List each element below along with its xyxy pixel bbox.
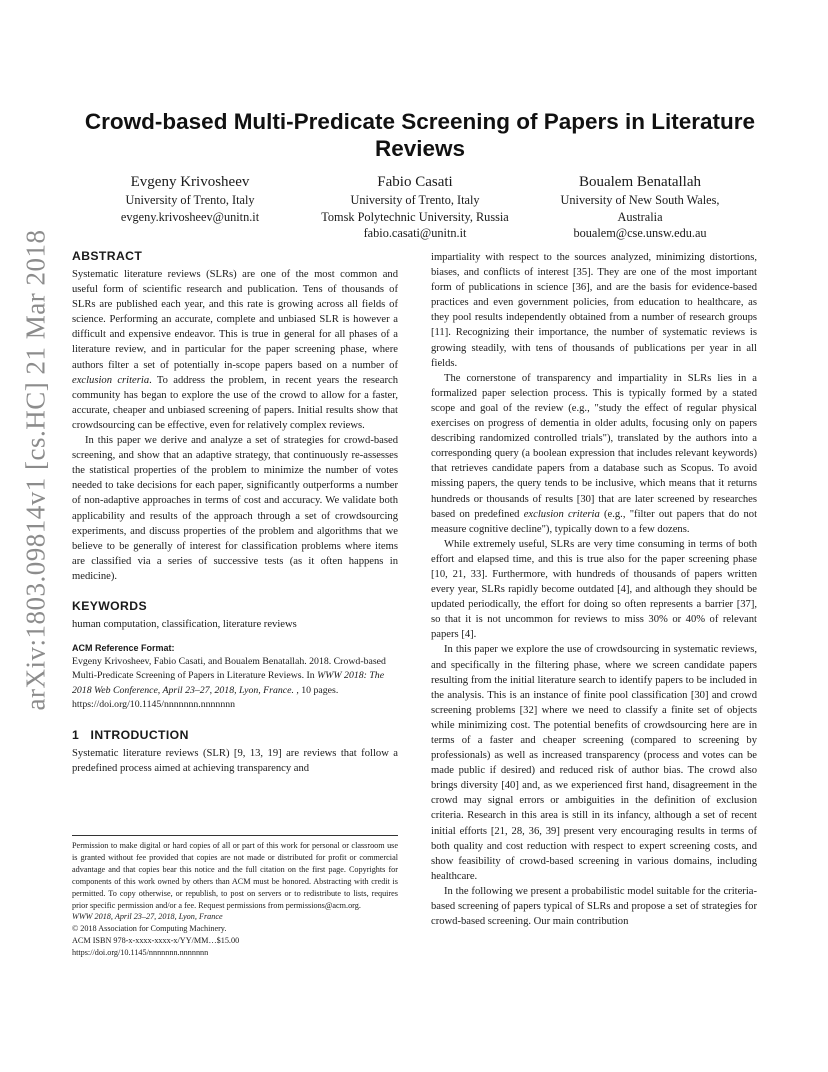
author-3: [540, 172, 740, 242]
author-email: boualem@cse.unsw.edu.au: [573, 226, 707, 240]
paper-title: Crowd-based Multi-Predicate Screening of Papers in Literature Reviews: [84, 109, 756, 161]
author-affiliation: Tomsk Polytechnic University, Russia: [321, 209, 509, 224]
author-affiliation: University of Trento, Italy: [125, 193, 255, 207]
author-name: Evgeny Krivosheev: [130, 174, 250, 190]
body-paragraph: impartiality with respect to the sources analyzed, minimizing distortions, biases, and conflicts of interest [35]. They are one of the most important form of publications in science [36], and are the basis for evidence-based practices and even government policies, from education to healthcare, as they pool results independently obtained from a number of research groups [11]. Recognizing their importance, the number of systematic reviews is growing steadily, with tens of thousands of publications per year in all fields.: [431, 252, 757, 369]
author-affiliation: University of Trento, Italy: [350, 193, 480, 207]
author-2: [306, 172, 524, 242]
abstract-paragraph: In this paper we derive and analyze a set of strategies for crowd-based screening, and show that an adaptive strategy, that continuously re-assesses the statistical properties of the problem to minimize the number of votes needed to take decisions for each paper, significantly outperforms a number of non-adaptive approaches in terms of cost and accuracy. We validate both applicability and results of the approach through a set of crowdsourcing experiments, and discuss properties of the problem and algorithms that we believe to be generally of interest for classification problems where items are classified via a series of successive tests (as it often happens in medicine).: [72, 435, 398, 582]
author-name: Boualem Benatallah: [578, 174, 702, 190]
body-paragraph: While extremely useful, SLRs are very time consuming in terms of both effort and elapsed time, and this is true also for the paper screening phase [10, 21, 33]. Furthermore, with hundreds of thousands of papers written every year, SLRs rapidly become outdated [4], and although they should be updated periodically, the effort for doing so often represents a barrier [37], so that it is not uncommon for reviews to miss 30% or 40% of relevant papers [4].: [431, 538, 757, 641]
copyright-footnote: [72, 835, 398, 959]
body-paragraph: The cornerstone of transparency and impartiality in SLRs lies in a formalized paper selection process. This is typically formed by a stated scope and goal of the review (e.g., "study the effect of regular physical exercises on progress of dementia in older adults, focusing only on papers describing randomized controlled trials"), translated by the authors into a corresponding query (a boolean expression that includes relevant keywords) that retrieves candidate papers from a database such as Scopus. To avoid missing papers, the query tends to be inclusive, which means that it returns hundreds or thousands of results [30] that are later screened by researches based on predefined exclusion criteria (e.g., "filter out papers that do not measure cognitive decline"), typically down to a few dozens.: [431, 372, 758, 535]
author-email: fabio.casati@unitn.it: [363, 226, 467, 240]
acm-reference-text: Evgeny Krivosheev, Fabio Casati, and Boualem Benatallah. 2018. Crowd-based Multi-Predicate Screening of Papers in Literature Reviews. In WWW 2018: The 2018 Web Conference, April 23–27, 2018, Lyon, France. , 10 pages. https://doi.org/10.1145/nnnnnnn.nnnnnnn: [72, 656, 386, 711]
arxiv-identifier: arXiv:1803.09814v1 [cs.HC] 21 Mar 2018: [20, 229, 51, 711]
body-paragraph: In the following we present a probabilistic model suitable for the criteria-based screening of papers typical of SLRs and propose a set of strategies for crowd-based screening. Our main contribution: [431, 885, 757, 928]
author-block: [70, 172, 770, 242]
emphasis: exclusion criteria: [523, 508, 600, 520]
right-column: [431, 250, 757, 929]
author-1: [90, 172, 290, 225]
introduction-heading: 1 INTRODUCTION: [72, 727, 189, 742]
author-name: Fabio Casati: [377, 174, 453, 190]
arxiv-stamp: [0, 0, 60, 1072]
body-paragraph: In this paper we explore the use of crowdsourcing in systematic reviews, and specifically in the filtering phase, where we screen candidate papers resulting from the initial literature search to identify papers to be included in the analysis. This is an instance of finite pool classification [30] and crowd screening problems [32] where we need to classify a finite set of objects while minimizing cost. The potential benefits of crowdsourcing here are in terms of a faster and cheaper screening (compared to screening by professionals) as well as increased transparency (process and votes can be made public if desired) and reduced risk of author bias. The crowd also brings diversity [40] and, as we experienced first hand, disagreement in the crowd may signal errors or ambiguities in the definition of exclusion criteria. Research in this area is still in its infancy, although a set of recent initial efforts [21, 28, 36, 39] present very encouraging results in terms of both quality and cost reduction with respect to expert screening costs, and show feasibility of crowd-based screening in various domains, including healthcare.: [431, 644, 757, 882]
permission-notice: Permission to make digital or hard copies of all or part of this work for personal or classroom use is granted without fee provided that copies are not made or distributed for profit or commercial advantage and that copies bear this notice and the full citation on the first page. Copyrights for components of this work owned by others than ACM must be honored. Abstracting with credit is permitted. To copy otherwise, or republish, to post on servers or to redistribute to lists, requires prior specific permission and/or a fee. Request permissions from permissions@acm.org.: [72, 841, 398, 910]
author-email: evgeny.krivosheev@unitn.it: [120, 209, 260, 224]
author-affiliation: University of New South Wales,: [560, 193, 720, 207]
acm-reference-heading: ACM Reference Format:: [72, 643, 175, 654]
left-column: [72, 248, 398, 776]
isbn-line: ACM ISBN 978-x-xxxx-xxxx-x/YY/MM…$15.00: [72, 936, 240, 946]
venue-line: WWW 2018, April 23–27, 2018, Lyon, France: [72, 912, 223, 922]
footnote-rule: [72, 835, 398, 836]
doi-line: https://doi.org/10.1145/nnnnnnn.nnnnnnn: [72, 948, 209, 958]
copyright-line: © 2018 Association for Computing Machinery.: [72, 924, 227, 934]
introduction-paragraph: Systematic literature reviews (SLR) [9, 13, 19] are reviews that follow a predefined process aimed at achieving transparency and: [72, 747, 398, 774]
keywords-heading: KEYWORDS: [72, 598, 147, 613]
abstract-heading: ABSTRACT: [72, 249, 143, 263]
emphasis: exclusion criteria: [72, 374, 150, 386]
abstract-paragraph: Systematic literature reviews (SLRs) are one of the most common and useful form of scientific research and publication. Tens of thousands of SLRs are published each year, and this rate is growing across all fields of science. Performing an accurate, complete and unbiased SLR is however a difficult and expensive endeavor. This is true in general for all phases of a literature review, and in particular for the paper screening phase, where authors filter a set of potentially in-scope papers based on a number of exclusion criteria. To address the problem, in recent years the research community has began to explore the use of the crowd to allow for a faster, accurate, cheaper and unbiased screening of papers. Initial results show that crowdsourcing can be effective, even for relatively complex reviews.: [72, 269, 398, 431]
author-affiliation: Australia: [617, 209, 663, 224]
keywords-text: human computation, classification, literature reviews: [72, 618, 297, 630]
